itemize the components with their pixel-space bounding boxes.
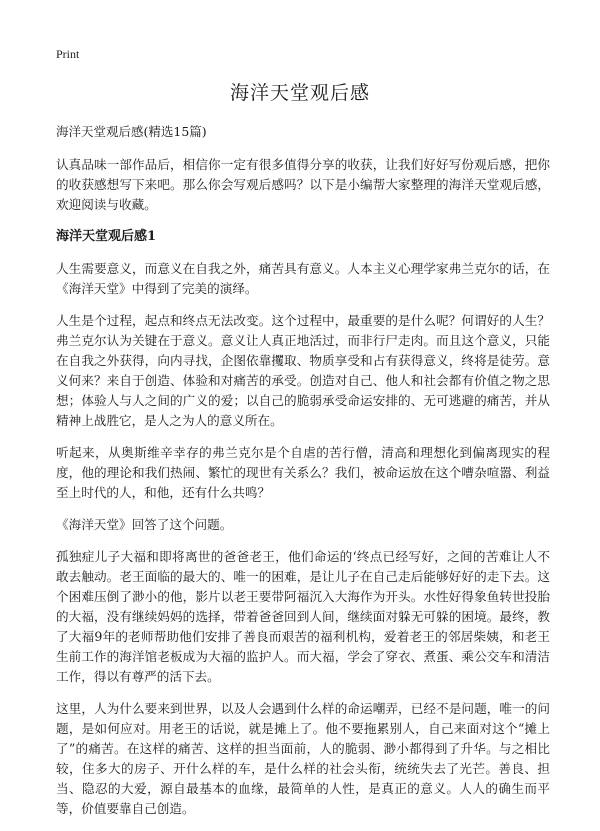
print-link[interactable]: Print bbox=[56, 47, 80, 61]
paragraph-5: 孤独症儿子大福和即将离世的爸爸老王，他们命运的‘终点已经写好，之间的苦难让人不敢去触动。老王面临的最大的、唯一的困难，是让儿子在自己走后能够好好的走下去。这个困难压倒了渺小的他，影片以老王要带阿福沉入大海作为开头。水性好得象鱼转世投胎的大福，没有继续妈妈的选择，带着爸爸回到人间，继续面对躲无可躲的困境。最终，教了大福9年的老师帮助他们安排了善良而艰苦的福利机构，爱着老王的邻居柴姨，和老王生前工作的海洋馆老板成为大福的监护人。而大福，学会了穿衣、煮蛋、乘公交车和清洁工作，得以有尊严的活下去。 bbox=[56, 549, 550, 684]
article-subtitle: 海洋天堂观后感(精选15篇) bbox=[56, 124, 207, 139]
article-body bbox=[56, 122, 550, 831]
page-title: 海洋天堂观后感 bbox=[229, 82, 370, 104]
paragraph-1: 人生需要意义，而意义在自我之外，痛苦具有意义。人本主义心理学家弗兰克尔的话，在《海洋天堂》中得到了完美的演绎。 bbox=[56, 261, 550, 296]
paragraph-2: 人生是个过程，起点和终点无法改变。这个过程中，最重要的是什么呢？何谓好的人生？弗兰克尔认为关键在于意义。意义让人真正地活过，而非行尸走肉。而且这个意义，只能在自我之外获得，向内寻找，企图依靠攫取、物质享受和占有获得意义，终将是徒劳。意义何来？来自于创造、体验和对痛苦的承受。创造对自己、他人和社会都有价值之物之思想；体验人与人之间的广义的爱；以自己的脆弱承受命运安排的、无可逃避的痛苦，并从精神上战胜它，是人之为人的意义所在。 bbox=[56, 313, 550, 428]
paragraph-4: 《海洋天堂》回答了这个问题。 bbox=[56, 517, 233, 532]
section-heading: 海洋天堂观后感1 bbox=[56, 229, 157, 244]
intro-paragraph: 认真品味一部作品后，相信你一定有很多值得分享的收获，让我们好好写份观后感，把你的收获感想写下来吧。那么你会写观后感吗？以下是小编帮大家整理的海洋天堂观后感，欢迎阅读与收藏。 bbox=[56, 157, 550, 212]
paragraph-6: 这里，人为什么要来到世界，以及人会遇到什么样的命运嘲弄，已经不是问题，唯一的问题，是如何应对。用老王的话说，就是摊上了。他不要拖累别人，自己来面对这个“摊上了”的痛苦。在这样的痛苦、这样的担当面前，人的脆弱、渺小都得到了升华。与之相比较，住多大的房子、开什么样的车，是什么样的社会头衔，统统失去了光芒。善良、担当、隐忍的大爱，源自最基本的血缘，最简单的人性，是真正的意义。人人的确生而平等，价值要靠自己创造。 bbox=[56, 701, 550, 816]
paragraph-3: 听起来，从奥斯维辛幸存的弗兰克尔是个自虐的苦行僧，清高和理想化到偏离现实的程度，他的理论和我们热闹、繁忙的现世有关系么？我们，被命运放在这个嘈杂喧嚣、利益至上时代的人，和他，还有什么共鸣？ bbox=[56, 445, 550, 500]
